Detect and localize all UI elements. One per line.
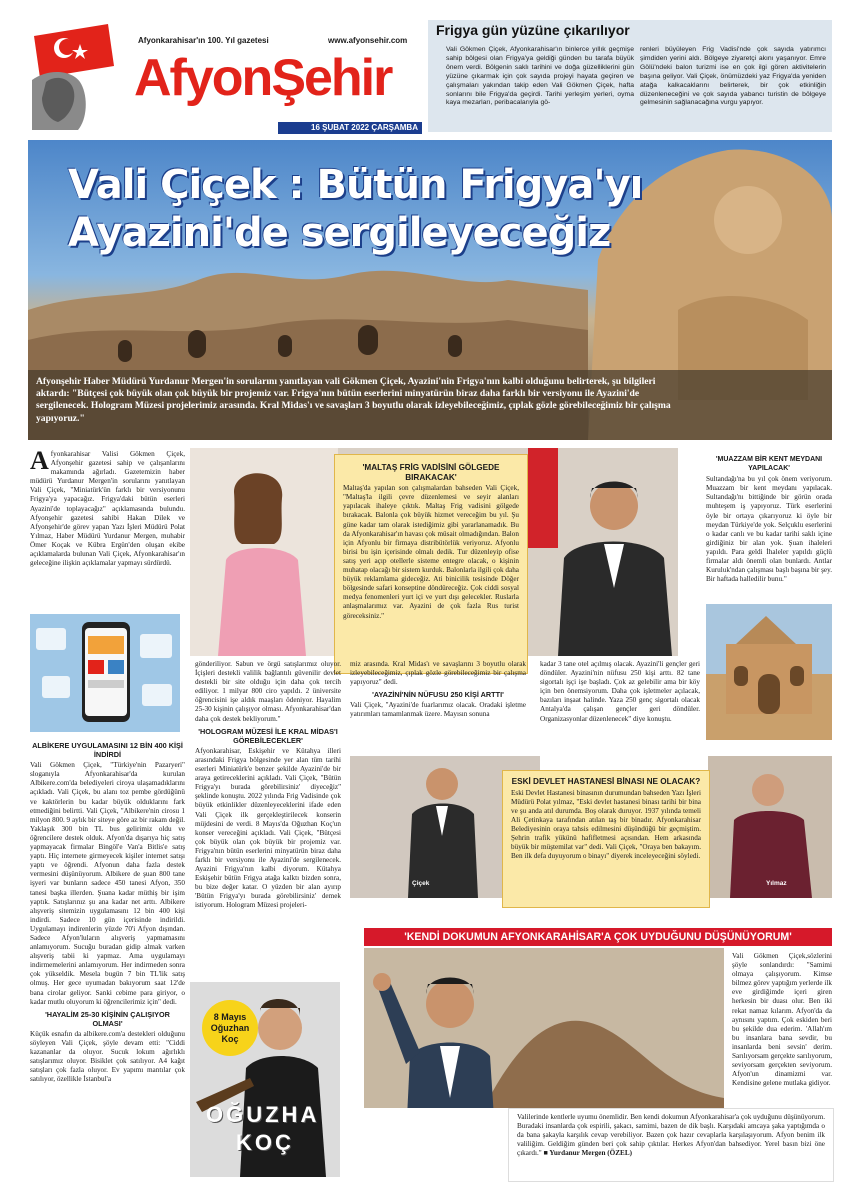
governor-waving-photo — [364, 948, 724, 1108]
hayalim-text: Küçük esnafın da albikere.com'a destekleri olduğunu söyleyen Vali Çiçek, şöyle devam etti: "Ciddi kazananlar da oluyor. Sucuk lokum ağırlıklı satışlarımız oluyor. Bisiklet çok satılıyor. A4 kağıt satışları çok fazla oluyor. Ev yapımı mantılar çok satılıyor, özellikle İstanbul'a — [30, 1029, 185, 1084]
masthead — [28, 22, 418, 134]
caption-cicek: Çiçek — [412, 880, 430, 887]
kendi-bottom-box — [508, 1108, 834, 1182]
hologram-section — [195, 660, 341, 992]
hologram-subheading: 'HOLOGRAM MÜZESİ İLE KRAL MİDAS'I GÖREBİLECEKLER' — [198, 726, 338, 745]
historic-building-illustration — [706, 604, 832, 740]
masthead-tagline: Afyonkarahisar'ın 100. Yıl gazetesi — [138, 36, 269, 45]
concert-date: 8 Mayıs — [213, 1012, 247, 1022]
masthead-website[interactable]: www.afyonsehir.com — [328, 36, 408, 45]
concert-poster — [190, 982, 340, 1177]
maltas-title: 'MALTAŞ FRİG VADİSİNİ GÖLGEDE BIRAKACAK' — [362, 463, 500, 482]
hayalim-subheading: 'HAYALİM 25-30 KİŞİNİN ÇALIŞIYOR OLMASI' — [45, 1009, 170, 1028]
muazzam-section — [706, 452, 832, 612]
albikere-text: Vali Gökmen Çiçek, "Türkiye'nin Pazaryeri" sloganıyla Afyonkarahisar'da kurulan Albikere.com'da belediyeleri ciroya ulaşamadıklarını açıkladı. Vali Çiçek, bu alanı toz pembe gördüğünü ve kaktörlerin bu kadar büyük olduklarını fark etmediğini belirtti. Vali Çiçek, "Albikere'nin cirosu 1 milyon 800. 9 aylık bir siteye göre az bir rakam değil. Yaklaşık 300 bin TL bus gelirimiz oldu ve öğrencilere destek olduk. Afyon'da dışarıya hiç satış yapmayacak firmalar Bingöl'e Van'a Bitlis'e satış yaptı. Hiç internete girmeyecek kişiler internet satışı yaptı ve öğrendi. Afyonun daha fazla destek vermesini düşünüyorum. Albikere de şuan 800 tane işyeri var bunların sadece 450 tanesi Afyon, 350 tanesi başka illerden. Şuana kadar müthiş bir işim yaptık. Satışlarınız şu ana kadar net arttı. Albikere alışveriş sitemizin uygulamasını 12 bin 400 kişi indirdi. Sadece 10 gün içerisinde indirildi. Uygulamayı indirenlerin yüzde 70'i Afyon dışından. Sadece Afyon'luların alışveriş yapmamasını anlamıyorum. Sucuğu buradan gidip almak varken alışveriş tabii ki yapmaz. Ama uygulamayı indirmemelerini anlamıyorum. Her indirmeden sonra çok yükseldik. Mesela bugün 7 bin TL'lik satış olmuş. Her gece uyumadan bakıyorum saat 12'de bana cirolar geliyor. Sanki cebime para giriyor, o kadar mutlu oluyorum ki öğrencilerimiz için" dedi. — [30, 761, 185, 1006]
interview-photo-left — [190, 448, 338, 656]
drop-cap: A — [30, 450, 49, 475]
intro-paragraph — [30, 450, 185, 610]
frigya-text-col2: renleri büyüleyen Frig Vadisi'nde çok sayıda yatırımcı şimdiden yerini aldı. Bölgeye ziyaretçi akını yaşanıyor. Emre Gölü'ndeki balon turizmi ise en çok ilgi gören aktivitelerin başına geliyor. Vali Çiçek, önümüzdeki yaz Frigya'da yeniden atağa kalkacaklarını belirterek, bir çok etkinliğin düzenleneceğini ve çok sayıda yabancı turistin de bölgeye gelmesinin sağlanacağına vurgu yapıyor. — [640, 46, 826, 107]
maltas-highlight-box — [334, 454, 528, 674]
hero-photo — [28, 140, 832, 440]
intro-text: fyonkarahisar Valisi Gökmen Çiçek, Afyonşehir gazetesi sahip ve çalışanlarını makamında ağırladı. Gazetemizin haber müdürü Yurdanur Mergen'in sorularını yanıtlayan Vali Çiçek, "Miniatürk'ün farklı bir versiyonunu Frigya'ya yapacağız. Frigya'daki bütün eserleri Ayazini'de toplayacağız" açıklamasında bulundu. Afyonşehir gazetesi sahibi Hakan Dilek ve Afyonşehir'de görev yapan Yazı İşleri Müdürü Polat Yılmaz, Haber Müdürü Yurdanur Mergen, muhabir Ömer Koçak ve Kübra Ergün'den oluşan ekibe açıklamalarda bulunan Vali Çiçek, Afyonkarahisar'ın geleceğine ilişkin açıklamalar yapmayı sürdürdü. — [30, 450, 185, 568]
muazzam-text: Sultandağı'na bu yıl çok önem veriyorum. Muazzam bir kent meydanı yapılacak. Sultandağı'nı bittiğinde bir görün orada muhteşem iş yapıyoruz. Türk eserlerini öyle bir ortaya çıkarıyoruz ki öyle bir meydan Türkiye'de yok. Selçuklu eserlerini o kadar canlı ve bu kadar tarihi saklı içine girdiğiniz bir alan yok. Şuan ihaleleri yapıldı. Para geldi İhaleler yapıldı güçlü firmalar aldı önemli olan bunlardı. Antlar Kuruluk'ndan çalışması başlı başına bir şey. Bir haftada halledilir bunu." — [706, 475, 832, 584]
albikere-app-image — [30, 614, 180, 732]
concert-name-line1: OĞUZHA — [206, 1102, 320, 1127]
albikere-subheading: ALBİKERE UYGULAMASINI 12 BİN 400 KİŞİ İNDİRDİ — [32, 741, 183, 760]
newspaper-logo: AfyonŞehir — [134, 49, 392, 107]
woman-figure — [190, 448, 338, 656]
caption-yilmaz: Yılmaz — [766, 880, 787, 887]
muazzam-subheading: 'MUAZZAM BİR KENT MEYDANI YAPILACAK' — [715, 456, 823, 473]
col3-continuation: miz arasında. Kral Midas'ı ve savaşlarını 3 boyutlu olarak izleyebileceğimiz, çıplak gözle görebileceğimiz bir çalışma yapıyoruz" dedi. — [350, 660, 526, 687]
issue-date: 16 ŞUBAT 2022 ÇARŞAMBA — [278, 122, 422, 134]
kendi-bottom-text: Valilerinde kentlerle uyumu önemlidir. Ben kendi dokumun Afyonkarahisar'a çok uyduğunu düşünüyorum. Buradaki insanlarda çok espirili, şakacı, samimi, bazen de dik başlı. Karşıdaki amcaya şaka yaptığımda o da bana şakayla karşılık cevap verebiliyor. Bazen çok hazır cevaplarla karşılaşıyorum. Afyon benim ilk valiliğim. Geldiğim günden beri çok sahip çıktılar. Herkes Afyon'dan bahsediyor. Yerel basın bizi öne çıkardı." — [517, 1113, 825, 1158]
flag-ataturk-emblem — [28, 22, 120, 130]
hero-lead-text: Afyonşehir Haber Müdürü Yurdanur Mergen'in sorularını yanıtlayan vali Gökmen Çiçek, Ayazini'nin Frigya'nın kalbi olduğunu belirterek, şu bilgileri aktardı: "Bütçesi çok büyük olan çok büyük bir projemiz var. Frigya'nın bütün eserlerini minyatürün biraz daha farklı bir versiyonu ile Ayazini'de sergilenecek. Hologram Müzesi projelerimiz arasında. Kral Midas'ı ve savaşları 3 boyutlu olarak izleyebileceğimiz, çıplak gözle görebileceğimiz bir çalışma yapıyoruz." — [36, 376, 671, 424]
frigya-text-col1: Vali Gökmen Çiçek, Afyonkarahisar'ın binlerce yıllık geçmişe sahip bölgesi olan Frigya'ya geldiği günden bu tarafa büyük önem verdi. Bölgenin saklı tarihini ve doğa güzelliklerini gün yüzüne çıkarmak için çok sayıda projeyi hayata geçiren ve çalışmaları yakından takip eden Vali Gökmen Çiçek, hafta sonlarını bile Frigya'da geçirdi. Tarihi yerleşim yerleri, oyma kaya mezarları, peribacalarıyla gö- — [446, 46, 634, 107]
photo-yilmaz — [708, 756, 832, 898]
frigya-box — [428, 20, 832, 132]
maltas-text: Maltaş'da yapılan son çalışmalardan bahseden Vali Çiçek, "Maltaş'la ilgili çevre düzenlemesi ve seyir alanları yapılacak ihaleye çıktık. Maltaş Frig vadisini gölgede bırakacak. Balonla çok büyük hizmet vereceğim bu yıl. Şu güne kadar tam olarak istediğimiz gibi yararlanamadık. Bu da Afyonkarahisar'ın havası çok müsait olmadığından. Balon için Afyonlu bir firmaya distribütörlük veriyoruz. Afyonlu birisi bu işin içerisinde olmalı dedik. Tur düzenleyip ofise satış yeri açıp otellerle sisteme entegre olacak, o kişinin muhatap olacağı bir sistem kurduk. Balonlarla ilgili çok daha büyük reklamlama gideceğiz. Ati binicilik tesisinde Döğer bölgesinde safari konseptine döndüreceğiz. Çok ciddi sosyal medya fenomenleri yurt içi ve yurt dışı gelecekler. Ruslarla anlaşmalarımız var. Ayazini de çok fazla Rus turist göreceksiniz." — [343, 484, 519, 620]
col4-text: kadar 3 tane otel açılmış olacak. Ayazini'li gençler geri döndüler. Ayazini'nin nüfusu 250 kişi arttı. 82 tane sigortalı işçi işe başladı. Çok az gelebilir ama bir köy için ben önemsiyorum. Daha çok işletmeler açılacak, bazıları inşaat halinde. Yaza 250 genç sigortalı olacak Antalya'da çalışan gençler geri döndüler. Organizasyonlar düzenlenecek" diye konuştu. — [540, 660, 700, 723]
concert-name-line2: KOÇ — [236, 1130, 294, 1155]
hastane-highlight-box — [502, 770, 710, 908]
ayazini-text: Vali Çiçek, "Ayazini'de fuarlarımız olacak. Oradaki işletme yatırımları tamamlanmak üzere. Mayısın sonuna — [350, 701, 526, 719]
governor-waving-figure — [364, 948, 724, 1108]
concert-singer: Oğuzhan Koç — [210, 1023, 250, 1044]
phone-app-icon — [30, 614, 180, 732]
hologram-text: Afyonkarahisar, Eskişehir ve Kütahya illeri arasındaki Frigya bölgesinde yer alan tüm tarihi eserleri Miniatürk'e benzer şekilde Ayazini'de bir araya getireceklerini açıkladı. Vali Çiçek, "Bütün Frigya'yı burada görebilirsiniz' diyeceğiz" şeklinde konuştu. 2022 yılında Frig Vadisinde çok büyük etkinlikler düzenleyeceklerini ifade eden Vali Çiçek ilk gerçekleştirilecek konserin müjdesini de verdi. 8 Mayıs'da Oğuzhan Koç'un konser vereceğini açıkladı. Vali Çiçek, "Bütçesi çok büyük olan çok büyük bir projemiz var. Frigya'nın bütün eserlerini minyatürün biraz daha farklı bir versiyonu ile Ayazini'de sergilenecek. Ayazini Frigya'nın kalbi diyorum. Kütahya Eskişehir bütün Frigya atağa kalktı bizden sonra, bu bize değer katar. O yüzden bir alan ayırıp 'Bütün Frigya'yı burada görebilirsiniz' demek istiyorum. Hologram Müzesi projeleri- — [195, 746, 341, 910]
kendi-byline: Yurdanur Mergen (ÖZEL) — [549, 1149, 633, 1158]
editor-figure — [708, 756, 832, 898]
byline-marker: ■ — [543, 1149, 550, 1158]
ayazini-subheading: 'AYAZİNİ'NİN NÜFUSU 250 KİŞİ ARTTI' — [372, 690, 504, 700]
col2-continuation: gönderiliyor. Sabun ve örgü satışlarımız oluyor. İçişleri destekli valilik bağlantılı güvenilir devlet destekli bir site olduğu için daha çok tercih ediliyor. 1 milyar 800 ciro yapıldı. 2 üniversite öğrencisini işe aldık maaşları ödeniyor. Hayalim 25-30 kişinin çalışıyor olması. Afyonkarahisar'dan daha çok destek bekliyorum." — [195, 660, 341, 723]
kent-meydani-photo — [706, 604, 832, 740]
hastane-title: ESKİ DEVLET HASTANESİ BİNASI NE OLACAK? — [511, 777, 701, 786]
albikere-section — [30, 738, 185, 1193]
ayazini-section — [350, 660, 526, 754]
concert-badge — [202, 1000, 258, 1056]
hastane-text: Eski Devlet Hastanesi binasının durumundan bahseden Yazı İşleri Müdürü Polat yılmaz, "Eski devlet hastanesi binası tarihi bir bina ve şu anda atıl durumda. Boş olarak duruyor. 1937 yılında temeli Ali Çetinkaya tarafından atılan taş bir binadır. Afyonkarahisar Belediyesinin oraya tahsis edilmesini düşündüğü bir geçmiştim. Şehrin trafik yükünü hafifletmesi açısından. Hem arkasında büyük bir müştemilat var" dedi. Vali Çiçek, "Oraya ben bakayım. Ben ilk defa duyuyorum o binayı" diyerek inceleyeceğini söyledi. — [511, 788, 701, 861]
hero-headline-line2: Ayazini'de sergileyeceğiz — [68, 210, 611, 256]
frigya-title: Frigya gün yüzüne çıkarılıyor — [436, 22, 630, 38]
kendi-banner: 'KENDİ DOKUMUN AFYONKARAHİSAR'A ÇOK UYDUĞUNU DÜŞÜNÜYORUM' — [364, 928, 832, 946]
hero-headline-line1: Vali Çiçek : Bütün Frigya'yı — [68, 162, 643, 208]
hero-lead-box — [28, 370, 832, 440]
kendi-text: Vali Gökmen Çiçek,sözlerini şöyle sonlandırdı: "Samimi olmaya çalışıyorum. Kimse bilmez görev yaptığım yerlerde ilk eve girdiğimde içeri giren herkesin bir duası olur. Ben iki rekat namaz kılarım. Afyon'da da aynısını yaptım. Çok eskiden beri bu şekilde dua ederim. 'Allah'ım bu insanlara bana sevdir, bu insanlarda beni sevsin' derim. Sarılıyorsam gerçekte sarılıyorum, seviyorsam gerçekten seviyorum. Afyon'un dinamizmi var. Kendisine gelene mutlaka gidiyor. — [732, 952, 832, 1088]
ayazini-continued — [540, 660, 700, 754]
